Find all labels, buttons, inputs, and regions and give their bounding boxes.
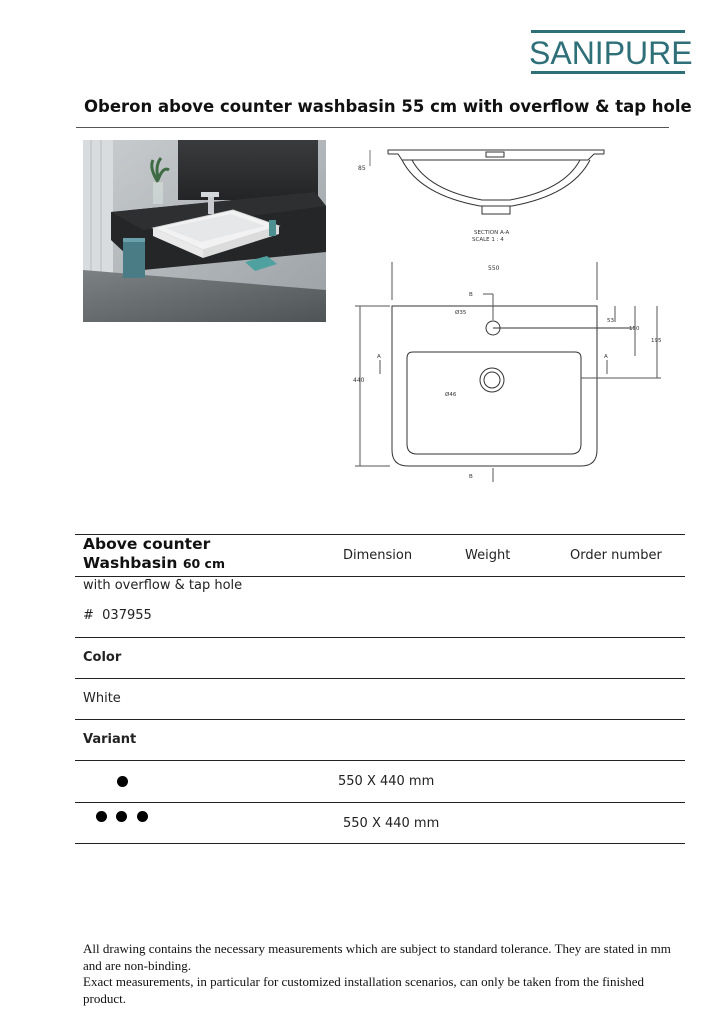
variant-dot	[117, 776, 128, 787]
table-rule-header	[75, 576, 685, 577]
footer-line-2: Exact measurements, in particular for customized installation scenarios, can only be taken from the finished product.	[83, 974, 644, 1006]
marker-b-bottom: B	[469, 474, 473, 480]
footer-note	[83, 941, 683, 1007]
variant-2-dimension: 550 X 440 mm	[343, 816, 440, 831]
plan-view-drawing	[345, 260, 675, 485]
table-rule-bottom	[75, 843, 685, 844]
logo-top-bar	[531, 30, 685, 33]
table-rule-3	[75, 678, 685, 679]
marker-b-top: B	[469, 292, 473, 298]
header-weight: Weight	[465, 548, 511, 563]
dim-150: 150	[629, 326, 640, 332]
product-name	[83, 535, 225, 573]
product-name-line1: Above counter	[83, 535, 211, 553]
product-name-line2: Washbasin	[83, 554, 178, 572]
dim-195: 195	[651, 338, 662, 344]
dim-tap-hole: Ø35	[455, 310, 467, 316]
table-rule-5	[75, 760, 685, 761]
table-rule-6	[75, 802, 685, 803]
footer-line-1: All drawing contains the necessary measurements which are subject to standard tolerance. They are stated in mm and are non-binding.	[83, 941, 671, 973]
section-label: SECTION A-A	[474, 230, 510, 236]
article-number: # 037955	[83, 608, 152, 623]
header-order-number: Order number	[570, 548, 662, 563]
header-dimension: Dimension	[343, 548, 413, 563]
variant-1-dimension: 550 X 440 mm	[338, 774, 435, 789]
marker-a-right: A	[604, 354, 608, 360]
dim-depth: 85	[358, 165, 366, 172]
section-view-drawing	[350, 140, 670, 250]
page-title: Oberon above counter washbasin 55 cm with overflow & tap hole	[84, 97, 692, 116]
scale-label: SCALE 1 : 4	[472, 237, 504, 243]
logo-bottom-bar	[531, 71, 685, 74]
table-rule-2	[75, 637, 685, 638]
dim-53: 53	[607, 318, 614, 324]
product-photo	[83, 140, 326, 322]
variant-dot	[116, 811, 127, 822]
color-value: White	[83, 691, 121, 706]
brand-logo	[529, 30, 693, 75]
dim-waste: Ø46	[445, 392, 457, 398]
color-label: Color	[83, 650, 122, 665]
product-size: 60 cm	[182, 556, 225, 571]
title-divider	[76, 127, 669, 128]
table-rule-4	[75, 719, 685, 720]
variant-dot	[137, 811, 148, 822]
dim-width: 550	[488, 265, 500, 272]
marker-a-left: A	[377, 354, 381, 360]
logo-text: SANIPURE	[529, 35, 693, 71]
variant-label: Variant	[83, 732, 137, 747]
product-subtitle: with overflow & tap hole	[83, 578, 243, 593]
dim-height: 440	[353, 377, 365, 384]
variant-dot	[96, 811, 107, 822]
